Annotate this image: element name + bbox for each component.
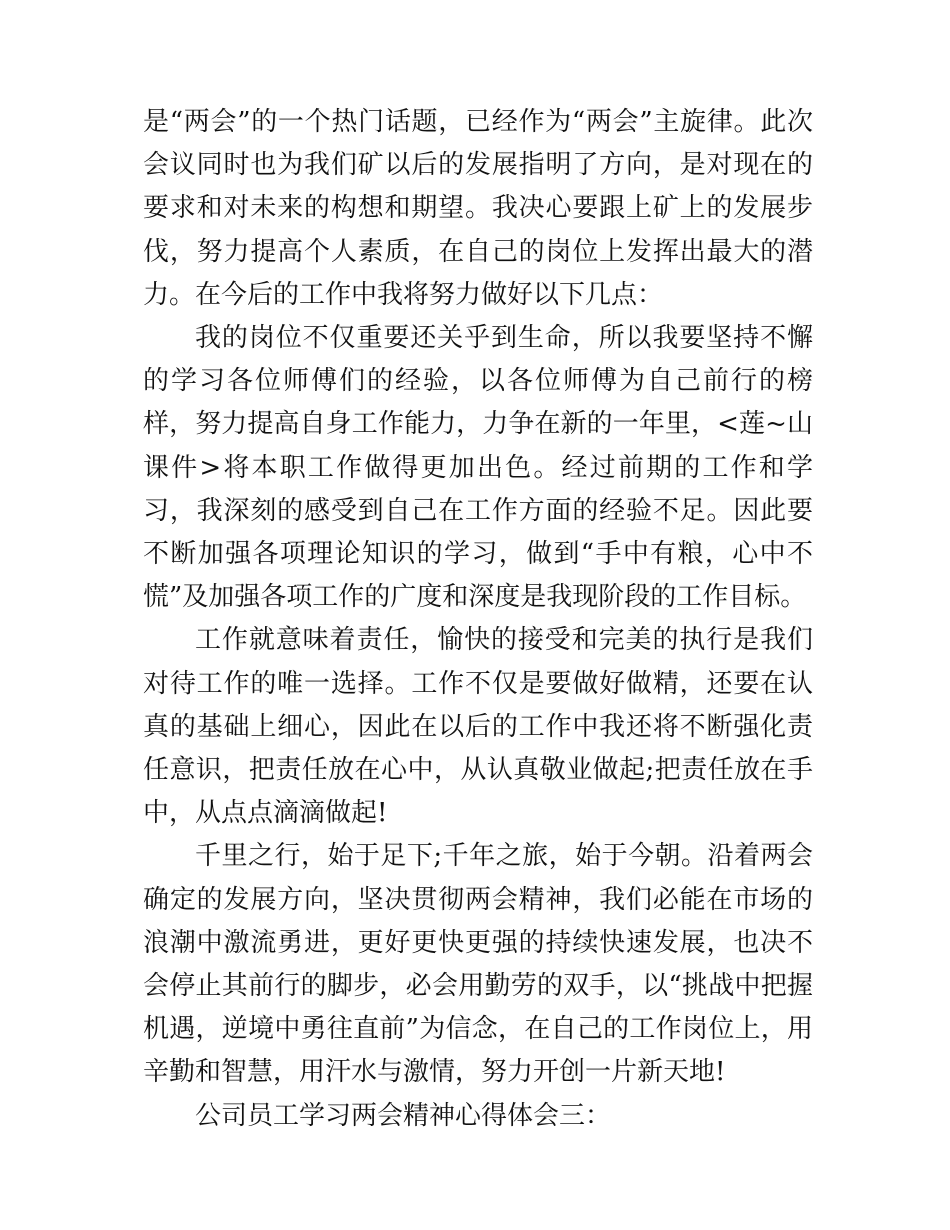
paragraph-4: 千里之行，始于足下;千年之旅，始于今朝。沿着两会确定的发展方向，坚决贯彻两会精神，我们必能在市场的浪潮中激流勇进，更好更快更强的持续快速发展，也决不会停止其前行的脚步，必会用勤劳的双手，以“挑战中把握机遇，逆境中勇往直前”为信念，在自己的工作岗位上，用辛勤和智慧，用汗水与激情，努力开创一片新天地! bbox=[143, 841, 813, 1088]
paragraph-5-heading: 公司员工学习两会精神心得体会三： bbox=[195, 1100, 612, 1131]
paragraph-3: 工作就意味着责任，愉快的接受和完美的执行是我们对待工作的唯一选择。工作不仅是要做好做精，还要在认真的基础上细心，因此在以后的工作中我还将不断强化责任意识，把责任放在心中，从认真敬业做起;把责任放在手中，从点点滴滴做起! bbox=[143, 625, 813, 829]
paragraph-2: 我的岗位不仅重要还关乎到生命，所以我要坚持不懈的学习各位师傅们的经验，以各位师傅为自己前行的榜样，努力提高自身工作能力，力争在新的一年里，<莲~山 课件>将本职工作做得更加出色。经过前期的工作和学习，我深刻的感受到自己在工作方面的经验不足。因此要不断加强各项理论知识的学习，做到“手中有粮，心中不慌”及加强各项工作的广度和深度是我现阶段的工作目标。 bbox=[143, 323, 813, 613]
document-body bbox=[143, 101, 813, 1138]
paragraph-1: 是“两会”的一个热门话题，已经作为“两会”主旋律。此次会议同时也为我们矿以后的发展指明了方向，是对现在的要求和对未来的构想和期望。我决心要跟上矿上的发展步伐，努力提高个人素质，在自己的岗位上发挥出最大的潜力。在今后的工作中我将努力做好以下几点： bbox=[143, 107, 813, 310]
